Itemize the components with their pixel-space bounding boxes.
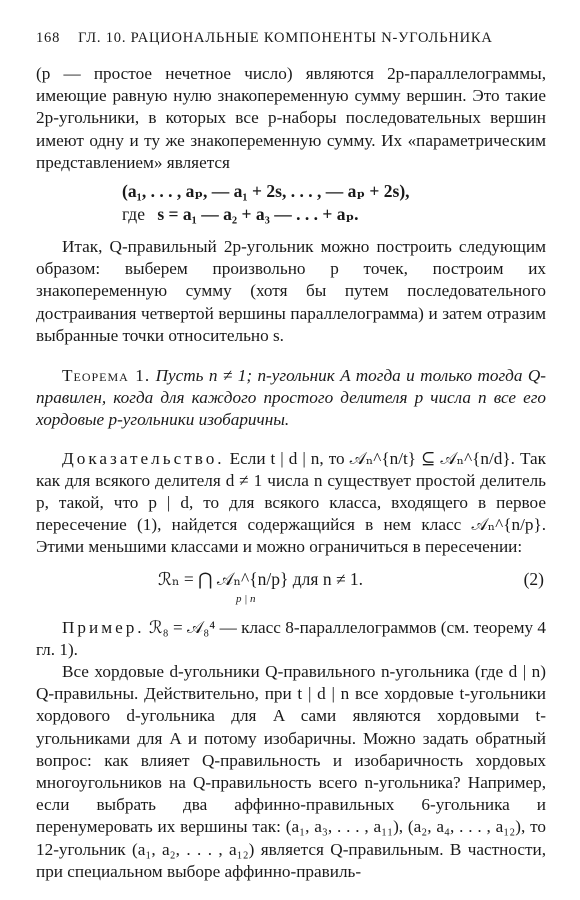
proof-paragraph xyxy=(36,448,546,559)
theorem-statement: Пусть n ≠ 1; n-угольник A тогда и только тогда Q-правилен, когда для каждого простого делителя p числа n все его хордовые p-угольники изобаричны. xyxy=(36,366,546,430)
formula-line-1: (a₁, . . . , aₚ, — a₁ + 2s, . . . , — aₚ + 2s), xyxy=(122,181,410,202)
equation-body: ℛₙ = ⋂ 𝒜ₙ^{n/p} для n ≠ 1. xyxy=(158,568,364,589)
paragraph-chordal: Все хордовые d-угольники Q-правильного n-угольника (где d | n) Q-правильны. Действительно, при t | d | n все хордовые t-угольники хордового d-угольника для A сами являются хордовыми t-угольниками для A и потому изобаричны. Можно задать обратный вопрос: как влияет Q-правильность и изобаричность хордовых многоугольников на Q-правильность всего n-угольника? Например, если выбрать два аффинно-правильных 6-угольника и перенумеровать их вершины так: (a₁, a₃, . . . , a₁₁), (a₂, a₄, . . . , a₁₂), то 12-угольник (a₁, a₂, . . . , a₁₂) является Q-правильным. В частности, при специальном выборе аффинно-правиль- xyxy=(36,662,546,881)
running-title: ГЛ. 10. РАЦИОНАЛЬНЫЕ КОМПОНЕНТЫ N-УГОЛЬНИКА xyxy=(78,30,493,46)
parametric-formula xyxy=(36,180,546,226)
example-text: ℛ₈ = 𝒜₈⁴ — класс 8-параллелограммов (см. теорему 4 гл. 1). xyxy=(36,617,546,659)
example-paragraph xyxy=(36,617,546,661)
page-number: 168 xyxy=(36,30,61,46)
proof-heading: Доказательство. xyxy=(62,448,225,468)
proof-text: Если t | d | n, то 𝒜ₙ^{n/t} ⊆ 𝒜ₙ^{n/d}. Так как для всякого делителя d ≠ 1 числа n существует простой делитель p, такой, что p | d, то для всякого класса, входящего в первое пересечение (1), найдется содержащийся в нем класс 𝒜ₙ^{n/p}. Этими меньшими классами и можно ограничиться в пересечении: xyxy=(36,448,547,557)
paragraph-intro: (p — простое нечетное число) являются 2p-параллелограммы, имеющие равную нулю знакопеременную сумму вершин. Это такие 2p-угольники, в которых все p-наборы последовательных вершин имеют одну и ту же знакопеременную сумму. Их «параметрическим представлением» является xyxy=(36,64,546,172)
equation-subscript: p | n xyxy=(236,592,256,605)
example-heading: Пример. xyxy=(62,617,145,637)
equation-2 xyxy=(36,567,546,603)
running-header xyxy=(36,30,546,47)
theorem-1 xyxy=(36,365,546,432)
formula-where: где xyxy=(122,204,145,225)
paragraph-construction: Итак, Q-правильный 2p-угольник можно построить следующим образом: выберем произвольно p точек, построим их знакопеременную сумму (хотя бы путем последовательного достраивания четвертой вершины параллелограмма) и затем отразим выбранные точки относительно s. xyxy=(36,237,546,345)
formula-line-2: s = a₁ — a₂ + a₃ — . . . + aₚ. xyxy=(157,204,359,225)
equation-number: (2) xyxy=(523,568,544,589)
theorem-heading: Теорема 1. xyxy=(62,366,151,386)
